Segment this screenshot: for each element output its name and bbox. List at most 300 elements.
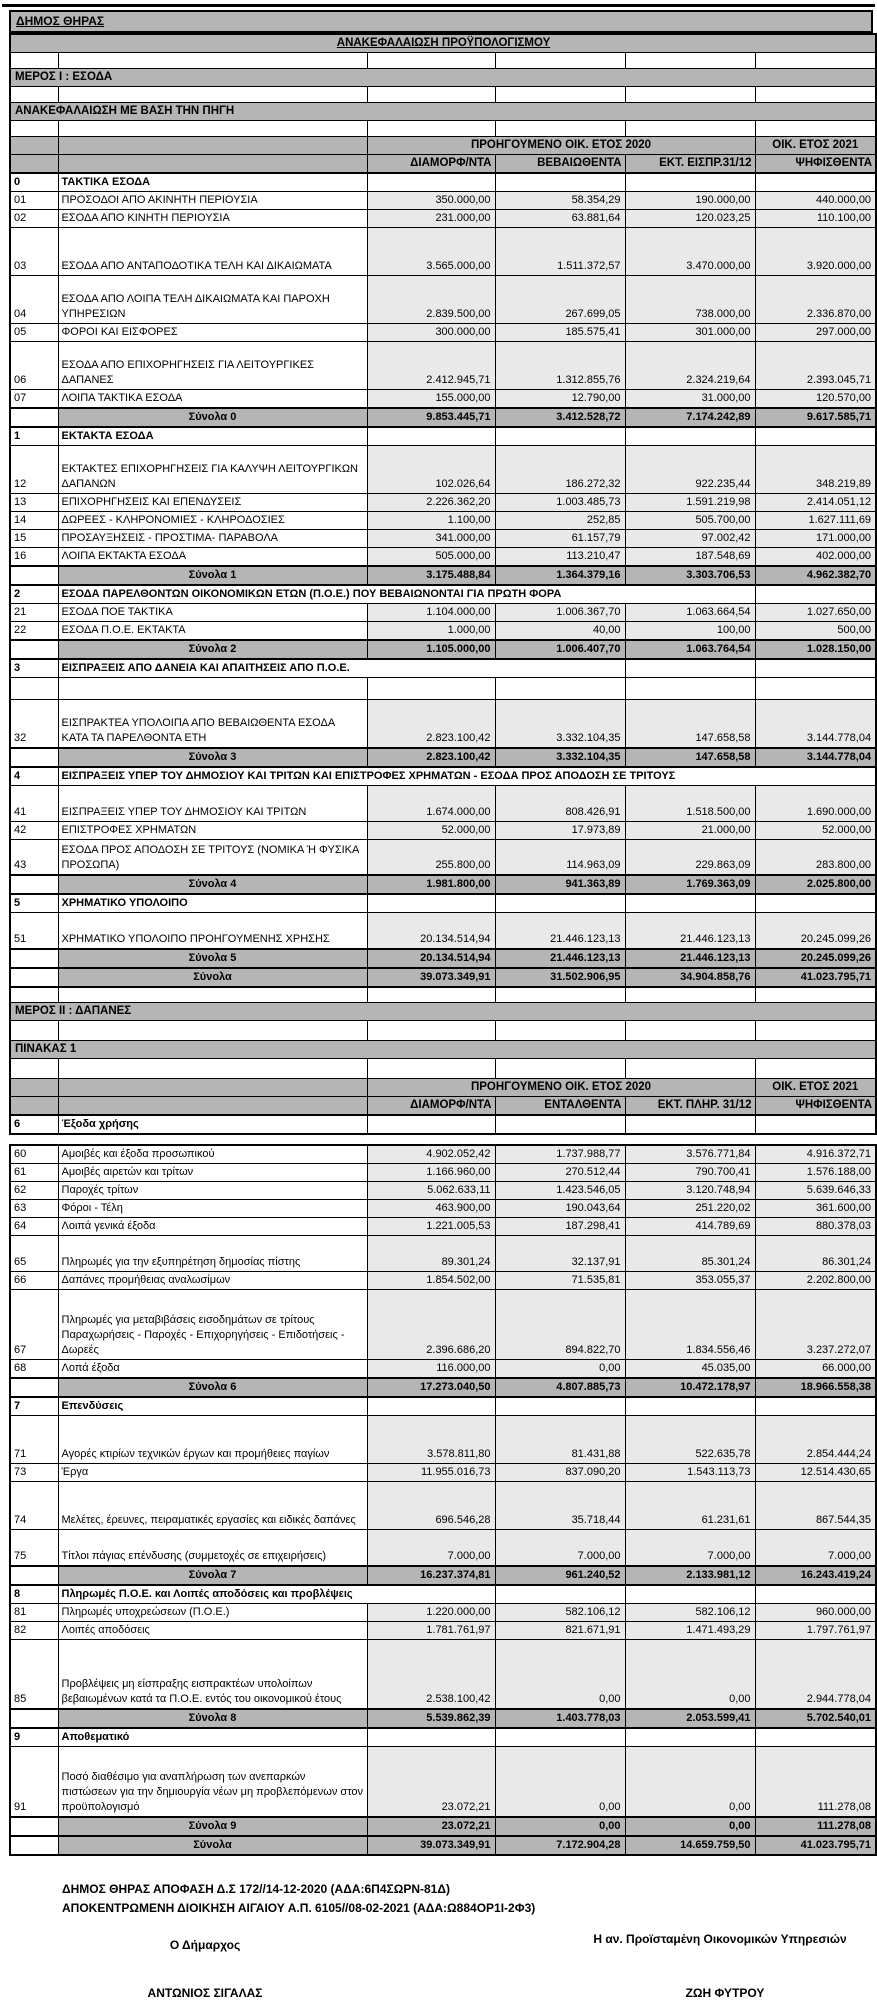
sum-label: Σύνολα	[58, 1836, 367, 1855]
section-bar: ΜΕΡΟΣ Ι : ΕΣΟΔΑ	[10, 69, 876, 87]
amount-cell-empty	[755, 1585, 876, 1604]
amount-cell: 463.900,00	[367, 1200, 495, 1218]
table-row	[10, 1709, 876, 1728]
sum-label: Σύνολα 2	[58, 640, 367, 659]
row-label: Ποσό διαθέσιμο για αναπλήρωση των ανεπαρκών πιστώσεων για την δημιουργία νέων μη προβλεπόμενων στον προϋπολογισμό	[58, 1747, 367, 1817]
amount-cell: 5.639.646,33	[755, 1182, 876, 1200]
table-row	[10, 987, 876, 1003]
row-label: ΔΩΡΕΕΣ - ΚΛΗΡΟΝΟΜΙΕΣ - ΚΛΗΡΟΔΟΣΙΕΣ	[58, 512, 367, 530]
sum-amount-cell: 5.702.540,01	[755, 1709, 876, 1728]
empty-cell	[367, 53, 495, 69]
sum-row-spacer	[10, 968, 58, 987]
amount-cell: 190.000,00	[625, 192, 755, 210]
row-label: ΛΟΙΠΑ ΕΚΤΑΚΤΑ ΕΣΟΔΑ	[58, 548, 367, 567]
sum-label: Σύνολα	[58, 968, 367, 987]
empty-cell	[58, 1021, 367, 1041]
row-code: 51	[10, 913, 58, 949]
amount-cell: 2.324.219,64	[625, 342, 755, 390]
sum-amount-cell: 18.966.558,38	[755, 1378, 876, 1397]
amount-cell: 186.272,32	[495, 446, 625, 494]
empty-cell	[495, 87, 625, 103]
row-label: ΤΑΚΤΙΚΑ ΕΣΟΔΑ	[58, 173, 367, 192]
column-group-prev-year: ΠΡΟΗΓΟΥΜΕΝΟ ΟΙΚ. ΕΤΟΣ 2020	[367, 137, 755, 155]
sum-row-spacer	[10, 566, 58, 585]
amount-cell: 2.854.444,24	[755, 1416, 876, 1464]
table-row	[10, 103, 876, 121]
amount-cell: 2.336.870,00	[755, 276, 876, 324]
table-row	[10, 494, 876, 512]
empty-cell	[625, 1021, 755, 1041]
empty-cell	[10, 678, 58, 700]
amount-cell: 821.671,91	[495, 1621, 625, 1639]
amount-cell: 63.881,64	[495, 210, 625, 228]
amount-cell: 32.137,91	[495, 1236, 625, 1272]
amount-cell-empty	[625, 1115, 755, 1134]
sum-amount-cell: 16.237.374,81	[367, 1566, 495, 1585]
row-code: 74	[10, 1482, 58, 1530]
empty-cell	[58, 1059, 367, 1079]
sum-amount-cell: 1.006.407,70	[495, 640, 625, 659]
table-row	[10, 1378, 876, 1397]
amount-cell: 1.797.761,97	[755, 1621, 876, 1639]
amount-cell: 440.000,00	[755, 192, 876, 210]
sum-amount-cell: 9.853.445,71	[367, 408, 495, 427]
row-code: 5	[10, 894, 58, 913]
table-row	[10, 1145, 876, 1164]
amount-cell-empty	[625, 1585, 755, 1604]
amount-cell-empty	[367, 173, 495, 192]
sum-label: Σύνολα 9	[58, 1817, 367, 1836]
amount-cell-empty	[755, 1115, 876, 1134]
row-label: Αγορές κτιρίων τεχνικών έργων και προμήθειες παγίων	[58, 1416, 367, 1464]
row-label: ΦΟΡΟΙ ΚΑΙ ΕΙΣΦΟΡΕΣ	[58, 324, 367, 342]
row-code: 1	[10, 427, 58, 446]
table-row	[10, 1272, 876, 1290]
row-code: 12	[10, 446, 58, 494]
table-row	[10, 1603, 876, 1621]
row-label: Πληρωμές υποχρεώσεων (Π.Ο.Ε.)	[58, 1603, 367, 1621]
section-bar: ΠΙΝΑΚΑΣ 1	[10, 1041, 876, 1059]
row-label: ΕΣΟΔΑ ΠΑΡΕΛΘΟΝΤΩΝ ΟΙΚΟΝΟΜΙΚΩΝ ΕΤΩΝ (Π.Ο.Ε.) ΠΟΥ ΒΕΒΑΙΩΝΟΝΤΑΙ ΓΙΑ ΠΡΩΤΗ ΦΟΡΑ	[58, 585, 755, 604]
amount-cell: 960.000,00	[755, 1603, 876, 1621]
sum-amount-cell: 14.659.759,50	[625, 1836, 755, 1855]
table-row	[10, 173, 876, 192]
amount-cell-empty	[755, 173, 876, 192]
amount-cell: 61.231,61	[625, 1482, 755, 1530]
table-row	[10, 137, 876, 155]
sum-row-spacer	[10, 640, 58, 659]
amount-cell: 894.822,70	[495, 1290, 625, 1360]
table-row	[10, 894, 876, 913]
amount-cell: 85.301,24	[625, 1236, 755, 1272]
amount-cell: 2.823.100,42	[367, 700, 495, 748]
table-row	[10, 1585, 876, 1604]
empty-cell	[755, 121, 876, 137]
approval-reference: ΑΠΟΚΕΝΤΡΩΜΕΝΗ ΔΙΟΙΚΗΣΗ ΑΙΓΑΙΟΥ Α.Π. 6105//08-02-2021 (ΑΔΑ:Ω884ΟΡ1Ι-2Φ3)	[62, 1900, 536, 1915]
amount-cell: 45.035,00	[625, 1360, 755, 1379]
table-row	[10, 87, 876, 103]
amount-cell: 7.000,00	[625, 1530, 755, 1566]
amount-cell-empty	[495, 894, 625, 913]
amount-cell: 17.973,89	[495, 821, 625, 839]
row-code: 91	[10, 1747, 58, 1817]
table-row	[10, 968, 876, 987]
amount-cell: 341.000,00	[367, 530, 495, 548]
row-label: Φόροι - Τέλη	[58, 1200, 367, 1218]
amount-cell: 1.166.960,00	[367, 1164, 495, 1182]
table-row	[10, 1482, 876, 1530]
row-label: Λοιπές αποδόσεις	[58, 1621, 367, 1639]
amount-cell: 252,85	[495, 512, 625, 530]
amount-cell: 522.635,78	[625, 1416, 755, 1464]
column-header: ΒΕΒΑΙΩΘΕΝΤΑ	[495, 155, 625, 174]
row-label: Έργα	[58, 1464, 367, 1482]
amount-cell: 1.674.000,00	[367, 785, 495, 821]
amount-cell: 1.511.372,57	[495, 228, 625, 276]
amount-cell: 1.690.000,00	[755, 785, 876, 821]
amount-cell: 52.000,00	[755, 821, 876, 839]
table-row	[10, 1200, 876, 1218]
header-spacer-code	[10, 1079, 58, 1097]
amount-cell: 58.354,29	[495, 192, 625, 210]
sum-row-spacer	[10, 1836, 58, 1855]
sum-amount-cell: 31.502.906,95	[495, 968, 625, 987]
table-row	[10, 210, 876, 228]
empty-cell	[10, 53, 58, 69]
table-row	[10, 821, 876, 839]
org-name: ΔΗΜΟΣ ΘΗΡΑΣ	[16, 14, 105, 28]
row-label: Λοιπά γενικά έξοδα	[58, 1218, 367, 1236]
sum-amount-cell: 39.073.349,91	[367, 968, 495, 987]
sum-label: Σύνολα 8	[58, 1709, 367, 1728]
table-row	[10, 1416, 876, 1464]
row-label: ΕΚΤΑΚΤΑ ΕΣΟΔΑ	[58, 427, 367, 446]
row-code: 13	[10, 494, 58, 512]
amount-cell: 790.700,41	[625, 1164, 755, 1182]
amount-cell-empty	[367, 894, 495, 913]
row-code: 32	[10, 700, 58, 748]
empty-cell	[367, 1021, 495, 1041]
amount-cell: 880.378,03	[755, 1218, 876, 1236]
amount-cell: 1.471.493,29	[625, 1621, 755, 1639]
table-row	[10, 1079, 876, 1097]
amount-cell: 300.000,00	[367, 324, 495, 342]
sum-amount-cell: 2.823.100,42	[367, 748, 495, 767]
column-group-current-year: ΟΙΚ. ΕΤΟΣ 2021	[755, 1079, 876, 1097]
amount-cell: 1.312.855,76	[495, 342, 625, 390]
amount-cell: 3.120.748,94	[625, 1182, 755, 1200]
amount-cell: 187.548,69	[625, 548, 755, 567]
row-label: ΧΡΗΜΑΤΙΚΟ ΥΠΟΛΟΙΠΟ	[58, 894, 367, 913]
section-bar: ΑΝΑΚΕΦΑΛΑΙΩΣΗ ΠΡΟΫΠΟΛΟΓΙΣΜΟΥ	[10, 34, 876, 53]
amount-cell: 1.627.111,69	[755, 512, 876, 530]
sum-label: Σύνολα 7	[58, 1566, 367, 1585]
amount-cell: 283.800,00	[755, 839, 876, 875]
table-row	[10, 839, 876, 875]
table-row	[10, 276, 876, 324]
amount-cell: 12.514.430,65	[755, 1464, 876, 1482]
amount-cell: 297.000,00	[755, 324, 876, 342]
row-label: ΕΙΣΠΡΑΞΕΙΣ ΥΠΕΡ ΤΟΥ ΔΗΜΟΣΙΟΥ ΚΑΙ ΤΡΙΤΩΝ	[58, 785, 367, 821]
amount-cell-empty	[755, 585, 876, 604]
amount-cell: 1.000,00	[367, 622, 495, 641]
row-label: Μελέτες, έρευνες, πειραματικές εργασίες και ειδικές δαπάνες	[58, 1482, 367, 1530]
row-code: 67	[10, 1290, 58, 1360]
amount-cell-empty	[367, 1397, 495, 1416]
sum-amount-cell: 1.028.150,00	[755, 640, 876, 659]
empty-cell	[10, 987, 58, 1003]
amount-cell: 100,00	[625, 622, 755, 641]
row-code: 65	[10, 1236, 58, 1272]
table-row	[10, 785, 876, 821]
empty-cell	[625, 121, 755, 137]
table-row	[10, 1236, 876, 1272]
row-code: 04	[10, 276, 58, 324]
amount-cell: 20.245.099,26	[755, 913, 876, 949]
sum-amount-cell: 1.063.764,54	[625, 640, 755, 659]
section-bar: ΜΕΡΟΣ ΙΙ : ΔΑΠΑΝΕΣ	[10, 1003, 876, 1021]
empty-cell	[625, 53, 755, 69]
sum-row-spacer	[10, 1566, 58, 1585]
table-row	[10, 1290, 876, 1360]
header-spacer-desc	[58, 1097, 367, 1116]
amount-cell: 2.944.778,04	[755, 1639, 876, 1709]
row-code: 22	[10, 622, 58, 641]
mayor-role-label: Ο Δήμαρχος	[169, 1937, 241, 1952]
table-row	[10, 1182, 876, 1200]
empty-cell	[625, 1059, 755, 1079]
amount-cell: 3.576.771,84	[625, 1145, 755, 1164]
amount-cell: 348.219,89	[755, 446, 876, 494]
empty-cell	[755, 1059, 876, 1079]
finance-head-role-label: Η αν. Προϊσταμένη Οικονομικών Υπηρεσιών	[593, 1931, 847, 1946]
amount-cell-empty	[367, 1115, 495, 1134]
table-row	[10, 228, 876, 276]
table-row	[10, 875, 876, 894]
header-spacer-desc	[58, 155, 367, 174]
amount-cell-empty	[755, 1728, 876, 1747]
amount-cell: 229.863,09	[625, 839, 755, 875]
table-row	[10, 1728, 876, 1747]
row-code: 42	[10, 821, 58, 839]
amount-cell: 2.414.051,12	[755, 494, 876, 512]
amount-cell: 5.062.633,11	[367, 1182, 495, 1200]
sum-label: Σύνολα 0	[58, 408, 367, 427]
table-row	[10, 767, 876, 786]
sum-amount-cell: 941.363,89	[495, 875, 625, 894]
amount-cell-empty	[755, 894, 876, 913]
empty-cell	[58, 53, 367, 69]
table-row	[10, 1747, 876, 1817]
amount-cell: 402.000,00	[755, 548, 876, 567]
amount-cell: 350.000,00	[367, 192, 495, 210]
amount-cell: 97.002,42	[625, 530, 755, 548]
amount-cell-empty	[625, 427, 755, 446]
amount-cell: 0,00	[625, 1747, 755, 1817]
row-label: Τίτλοι πάγιας επένδυσης (συμμετοχές σε επιχειρήσεις)	[58, 1530, 367, 1566]
empty-cell	[367, 121, 495, 137]
table-row	[10, 1115, 876, 1134]
table-row	[10, 1836, 876, 1855]
row-label: Αμοιβές και έξοδα προσωπικού	[58, 1145, 367, 1164]
amount-cell: 1.003.485,73	[495, 494, 625, 512]
row-label: ΠΡΟΣΑΥΞΗΣΕΙΣ - ΠΡΟΣΤΙΜΑ- ΠΑΡΑΒΟΛΑ	[58, 530, 367, 548]
decision-reference: ΔΗΜΟΣ ΘΗΡΑΣ ΑΠΟΦΑΣΗ Δ.Σ 172//14-12-2020 (ΑΔΑ:6Π4ΣΩΡΝ-81Δ)	[62, 1881, 450, 1896]
table-row	[10, 427, 876, 446]
signature-block	[10, 1882, 867, 2002]
row-label: Δαπάνες προμήθειας αναλωσίμων	[58, 1272, 367, 1290]
empty-cell	[755, 53, 876, 69]
header-spacer-desc	[58, 1079, 367, 1097]
sum-amount-cell: 7.174.242,89	[625, 408, 755, 427]
amount-cell: 3.470.000,00	[625, 228, 755, 276]
row-code: 41	[10, 785, 58, 821]
sum-row-spacer	[10, 1817, 58, 1836]
row-code: 66	[10, 1272, 58, 1290]
amount-cell: 35.718,44	[495, 1482, 625, 1530]
sum-amount-cell: 4.807.885,73	[495, 1378, 625, 1397]
amount-cell: 89.301,24	[367, 1236, 495, 1272]
sum-amount-cell: 1.403.778,03	[495, 1709, 625, 1728]
table-row	[10, 748, 876, 767]
row-code: 43	[10, 839, 58, 875]
empty-cell	[495, 121, 625, 137]
amount-cell: 52.000,00	[367, 821, 495, 839]
row-code: 06	[10, 342, 58, 390]
amount-cell: 1.027.650,00	[755, 604, 876, 622]
sum-amount-cell: 17.273.040,50	[367, 1378, 495, 1397]
sum-amount-cell: 2.133.981,12	[625, 1566, 755, 1585]
empty-cell	[367, 678, 495, 700]
header-spacer-code	[10, 1097, 58, 1116]
column-header: ΕΝΤΑΛΘΕΝΤΑ	[495, 1097, 625, 1116]
amount-cell-empty	[495, 427, 625, 446]
row-code: 73	[10, 1464, 58, 1482]
sum-amount-cell: 2.025.800,00	[755, 875, 876, 894]
table-row	[10, 34, 876, 53]
row-label: ΕΣΟΔΑ ΑΠΟ ΚΙΝΗΤΗ ΠΕΡΙΟΥΣΙΑ	[58, 210, 367, 228]
empty-cell	[10, 1021, 58, 1041]
sum-amount-cell: 4.962.382,70	[755, 566, 876, 585]
row-code: 01	[10, 192, 58, 210]
table-row	[10, 1621, 876, 1639]
amount-cell: 3.144.778,04	[755, 700, 876, 748]
amount-cell: 113.210,47	[495, 548, 625, 567]
row-code: 14	[10, 512, 58, 530]
amount-cell: 110.100,00	[755, 210, 876, 228]
amount-cell: 7.000,00	[367, 1530, 495, 1566]
amount-cell: 1.576.188,00	[755, 1164, 876, 1182]
table-row	[10, 1059, 876, 1079]
table-row	[10, 155, 876, 174]
amount-cell: 7.000,00	[755, 1530, 876, 1566]
amount-cell: 1.518.500,00	[625, 785, 755, 821]
amount-cell: 31.000,00	[625, 390, 755, 409]
row-code: 9	[10, 1728, 58, 1747]
mayor-name: ΑΝΤΩΝΙΟΣ ΣΙΓΑΛΑΣ	[147, 1985, 263, 2000]
sum-amount-cell: 3.332.104,35	[495, 748, 625, 767]
sum-amount-cell: 21.446.123,13	[625, 949, 755, 968]
table-row	[10, 512, 876, 530]
amount-cell: 353.055,37	[625, 1272, 755, 1290]
amount-cell: 0,00	[495, 1360, 625, 1379]
amount-cell: 4.916.372,71	[755, 1145, 876, 1164]
row-label: ΧΡΗΜΑΤΙΚΟ ΥΠΟΛΟΙΠΟ ΠΡΟΗΓΟΥΜΕΝΗΣ ΧΡΗΣΗΣ	[58, 913, 367, 949]
amount-cell: 3.332.104,35	[495, 700, 625, 748]
section-bar: ΑΝΑΚΕΦΑΛΑΙΩΣΗ ΜΕ ΒΑΣΗ ΤΗΝ ΠΗΓΗ	[10, 103, 876, 121]
column-group-prev-year: ΠΡΟΗΓΟΥΜΕΝΟ ΟΙΚ. ΕΤΟΣ 2020	[367, 1079, 755, 1097]
row-label: ΕΣΟΔΑ ΑΠΟ ΕΠΙΧΟΡΗΓΗΣΕΙΣ ΓΙΑ ΛΕΙΤΟΥΡΓΙΚΕΣ ΔΑΠΑΝΕΣ	[58, 342, 367, 390]
amount-cell: 867.544,35	[755, 1482, 876, 1530]
amount-cell: 171.000,00	[755, 530, 876, 548]
amount-cell: 2.202.800,00	[755, 1272, 876, 1290]
header-spacer-code	[10, 137, 58, 155]
sum-amount-cell: 34.904.858,76	[625, 968, 755, 987]
row-code: 61	[10, 1164, 58, 1182]
table-row	[10, 604, 876, 622]
amount-cell-empty	[755, 1397, 876, 1416]
amount-cell: 3.565.000,00	[367, 228, 495, 276]
amount-cell: 155.000,00	[367, 390, 495, 409]
amount-cell: 2.396.686,20	[367, 1290, 495, 1360]
table-row	[10, 1360, 876, 1379]
empty-cell	[10, 121, 58, 137]
sum-row-spacer	[10, 408, 58, 427]
amount-cell: 1.006.367,70	[495, 604, 625, 622]
row-code: 75	[10, 1530, 58, 1566]
row-code: 07	[10, 390, 58, 409]
row-label: Προβλέψεις μη είσπραξης εισπρακτέων υπολοίπων βεβαιωμένων κατά τα Π.Ο.Ε. εντός του οικονομικού έτους	[58, 1639, 367, 1709]
amount-cell: 922.235,44	[625, 446, 755, 494]
amount-cell: 3.920.000,00	[755, 228, 876, 276]
row-code: 64	[10, 1218, 58, 1236]
amount-cell: 1.854.502,00	[367, 1272, 495, 1290]
amount-cell: 12.790,00	[495, 390, 625, 409]
row-label: Αμοιβές αιρετών και τρίτων	[58, 1164, 367, 1182]
amount-cell: 738.000,00	[625, 276, 755, 324]
table-row	[10, 1041, 876, 1059]
amount-cell-empty	[495, 1115, 625, 1134]
row-label: Παροχές τρίτων	[58, 1182, 367, 1200]
sum-row-spacer	[10, 1378, 58, 1397]
row-code: 63	[10, 1200, 58, 1218]
sum-label: Σύνολα 4	[58, 875, 367, 894]
table-row	[10, 1817, 876, 1836]
amount-cell: 251.220,02	[625, 1200, 755, 1218]
row-label: Έξοδα χρήσης	[58, 1115, 367, 1134]
amount-cell: 86.301,24	[755, 1236, 876, 1272]
amount-cell: 1.104.000,00	[367, 604, 495, 622]
amount-cell: 2.226.362,20	[367, 494, 495, 512]
row-label: ΕΙΣΠΡΑΞΕΙΣ ΥΠΕΡ ΤΟΥ ΔΗΜΟΣΙΟΥ ΚΑΙ ΤΡΙΤΩΝ ΚΑΙ ΕΠΙΣΤΡΟΦΕΣ ΧΡΗΜΑΤΩΝ - ΕΣΟΔΑ ΠΡΟΣ ΑΠΟΔΟΣΗ ΣΕ ΤΡΙΤΟΥΣ	[58, 767, 876, 786]
empty-cell	[755, 1021, 876, 1041]
empty-cell	[495, 987, 625, 1003]
row-code: 0	[10, 173, 58, 192]
amount-cell-empty	[625, 1397, 755, 1416]
table-row	[10, 678, 876, 700]
row-code: 4	[10, 767, 58, 786]
column-header: ΕΚΤ. ΠΛΗΡ. 31/12	[625, 1097, 755, 1116]
amount-cell: 21.446.123,13	[625, 913, 755, 949]
row-code: 7	[10, 1397, 58, 1416]
sum-amount-cell: 961.240,52	[495, 1566, 625, 1585]
amount-cell: 696.546,28	[367, 1482, 495, 1530]
row-label: Πληρωμές για μεταβιβάσεις εισοδημάτων σε τρίτους Παραχωρήσεις - Παροχές - Επιχορηγήσεις - Επιδοτήσεις - Δωρεές	[58, 1290, 367, 1360]
table-row	[10, 192, 876, 210]
table-row	[10, 408, 876, 427]
empty-cell	[10, 1059, 58, 1079]
sum-row-spacer	[10, 875, 58, 894]
